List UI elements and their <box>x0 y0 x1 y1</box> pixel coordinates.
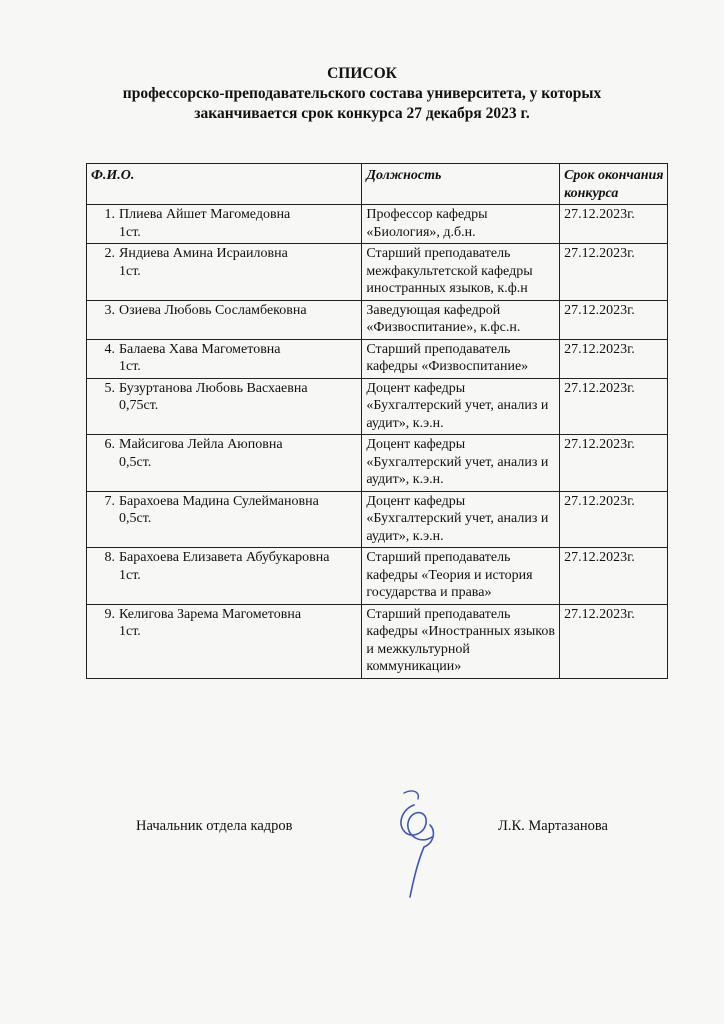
person-name: Озиева Любовь Сосламбековна <box>119 302 307 318</box>
staff-rate: 1ст. <box>119 263 141 279</box>
cell-deadline: 27.12.2023г. <box>560 244 668 301</box>
person-name: Яндиева Амина Исраиловна <box>119 246 288 261</box>
cell-deadline: 27.12.2023г. <box>560 205 668 244</box>
table-row <box>87 491 668 548</box>
row-number: 7. <box>104 493 115 509</box>
staff-rate: 0,5ст. <box>119 511 152 526</box>
row-number: 5. <box>104 380 115 396</box>
person-name: Балаева Хава Магометовна <box>119 341 281 357</box>
title-subtitle-line2: заканчивается срок конкурса 27 декабря 2023 г. <box>194 105 530 122</box>
header-position: Должность <box>362 164 560 205</box>
staff-rate: 1ст. <box>119 624 141 639</box>
cell-position: Старший преподаватель межфакультетской кафедры иностранных языков, к.ф.н <box>362 244 560 301</box>
table-row <box>87 300 668 339</box>
cell-position: Старший преподаватель кафедры «Теория и история государства и права» <box>362 548 560 605</box>
cell-name <box>87 205 362 244</box>
row-number: 6. <box>104 437 115 452</box>
person-name: Барахоева Мадина Сулеймановна <box>119 493 319 509</box>
cell-name <box>87 491 362 548</box>
person-name: Бузуртанова Любовь Васхаевна <box>119 380 308 396</box>
table-row <box>87 604 668 678</box>
cell-deadline: 27.12.2023г. <box>560 435 668 492</box>
cell-position: Доцент кафедры «Бухгалтерский учет, анализ и аудит», к.э.н. <box>362 491 560 548</box>
staff-rate: 1ст. <box>119 359 141 374</box>
cell-name <box>87 244 362 301</box>
staff-rate: 0,5ст. <box>119 454 152 470</box>
title-heading: СПИСОК <box>327 65 397 82</box>
cell-name <box>87 548 362 605</box>
title-subtitle-line1: профессорско-преподавательского состава университета, у которых <box>122 85 602 102</box>
row-number: 9. <box>104 606 115 622</box>
row-number: 4. <box>104 341 115 357</box>
table-row <box>87 378 668 435</box>
cell-name <box>87 300 362 339</box>
table-row <box>87 244 668 301</box>
cell-position: Доцент кафедры «Бухгалтерский учет, анализ и аудит», к.э.н. <box>362 435 560 492</box>
row-number: 3. <box>104 302 115 318</box>
footer-role: Начальник отдела кадров <box>136 818 293 834</box>
footer-signer: Л.К. Мартазанова <box>498 818 608 834</box>
person-name: Барахоева Елизавета Абубукаровна <box>119 550 330 565</box>
row-number: 1. <box>104 207 115 222</box>
signature <box>384 785 454 905</box>
table-row <box>87 548 668 605</box>
row-number: 2. <box>104 246 115 261</box>
cell-name <box>87 378 362 435</box>
person-name: Келигова Зарема Магометовна <box>119 606 302 622</box>
cell-deadline: 27.12.2023г. <box>560 548 668 605</box>
cell-deadline: 27.12.2023г. <box>560 604 668 678</box>
staff-table <box>86 163 668 679</box>
table-row <box>87 339 668 378</box>
person-name: Майсигова Лейла Аюповна <box>119 437 283 452</box>
row-number: 8. <box>104 550 115 565</box>
document-title <box>0 64 724 124</box>
cell-position: Доцент кафедры «Бухгалтерский учет, анализ и аудит», к.э.н. <box>362 378 560 435</box>
cell-position: Старший преподаватель кафедры «Физвоспитание» <box>362 339 560 378</box>
cell-deadline: 27.12.2023г. <box>560 339 668 378</box>
cell-name <box>87 339 362 378</box>
table-row <box>87 205 668 244</box>
cell-name <box>87 604 362 678</box>
table-row <box>87 435 668 492</box>
staff-rate: 1ст. <box>119 224 141 240</box>
cell-deadline: 27.12.2023г. <box>560 491 668 548</box>
cell-position: Заведующая кафедрой «Физвоспитание», к.фс.н. <box>362 300 560 339</box>
cell-deadline: 27.12.2023г. <box>560 378 668 435</box>
person-name: Плиева Айшет Магомедовна <box>119 207 291 222</box>
cell-position: Старший преподаватель кафедры «Иностранных языков и межкультурной коммуникации» <box>362 604 560 678</box>
header-deadline: Срок окончания конкурса <box>560 164 668 205</box>
header-name: Ф.И.О. <box>87 164 362 205</box>
cell-position: Профессор кафедры «Биология», д.б.н. <box>362 205 560 244</box>
cell-deadline: 27.12.2023г. <box>560 300 668 339</box>
cell-name <box>87 435 362 492</box>
table-header-row <box>87 164 668 205</box>
staff-rate: 1ст. <box>119 567 141 583</box>
staff-rate: 0,75ст. <box>119 398 159 413</box>
